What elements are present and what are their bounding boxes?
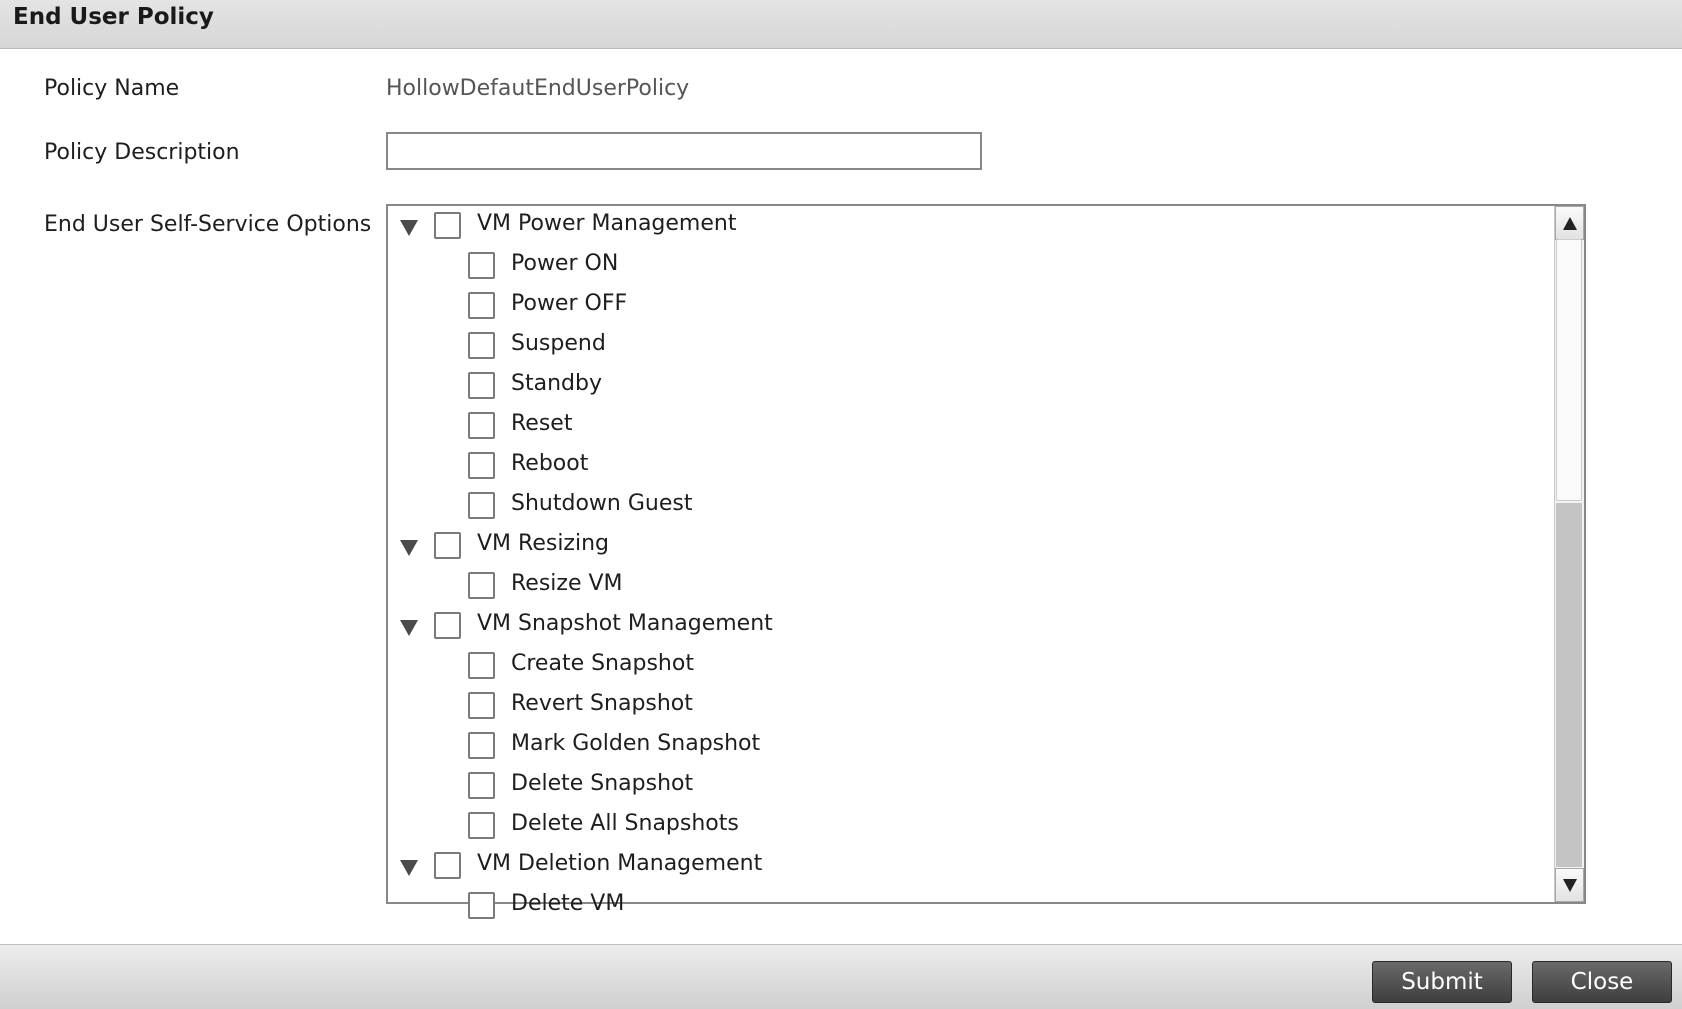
option-checkbox[interactable] [468,292,495,319]
dialog-header [0,0,1682,49]
option-label: Delete Snapshot [511,771,694,796]
scroll-down-button[interactable] [1555,868,1584,902]
tree-item-row [388,488,1548,528]
option-checkbox[interactable] [468,252,495,279]
group-checkbox[interactable] [434,612,461,639]
option-label: Standby [511,371,602,396]
option-checkbox[interactable] [468,572,495,599]
arrow-up-icon [1563,217,1577,230]
tree-item-row [388,808,1548,848]
option-checkbox[interactable] [468,492,495,519]
option-checkbox[interactable] [468,772,495,799]
tree-scrollbar[interactable] [1554,206,1584,902]
option-label: Revert Snapshot [511,691,693,716]
group-checkbox[interactable] [434,212,461,239]
tree-group-row [388,208,1548,248]
policy-description-input[interactable] [386,132,982,170]
option-label: Power ON [511,251,619,276]
tree-item-row [388,728,1548,768]
group-label: VM Power Management [477,211,737,236]
option-checkbox[interactable] [468,452,495,479]
policy-description-label: Policy Description [44,140,240,165]
option-checkbox[interactable] [468,732,495,759]
option-label: Reboot [511,451,589,476]
tree-group-row [388,848,1548,888]
expand-arrow-icon[interactable] [400,220,418,236]
option-label: Mark Golden Snapshot [511,731,761,756]
dialog-title: End User Policy [13,4,214,30]
tree-item-row [388,248,1548,288]
tree-group-row [388,608,1548,648]
option-checkbox[interactable] [468,692,495,719]
tree-item-row [388,888,1548,928]
tree-item-row [388,688,1548,728]
expand-arrow-icon[interactable] [400,540,418,556]
scroll-up-button[interactable] [1555,206,1584,240]
option-checkbox[interactable] [468,812,495,839]
tree-item-row [388,368,1548,408]
arrow-down-icon [1563,879,1577,892]
option-label: Power OFF [511,291,628,316]
submit-button[interactable]: Submit [1372,961,1512,1003]
group-label: VM Snapshot Management [477,611,773,636]
group-checkbox[interactable] [434,532,461,559]
self-service-options-tree[interactable] [386,204,1586,916]
option-label: Resize VM [511,571,623,596]
tree-item-row [388,648,1548,688]
tree-group-row [388,528,1548,568]
option-checkbox[interactable] [468,412,495,439]
self-service-options-label: End User Self-Service Options [44,212,372,237]
close-button[interactable]: Close [1532,961,1672,1003]
group-label: VM Resizing [477,531,609,556]
policy-name-label: Policy Name [44,76,180,101]
tree-item-row [388,408,1548,448]
scroll-thumb[interactable] [1556,239,1582,501]
option-label: Delete All Snapshots [511,811,739,836]
tree-item-row [388,448,1548,488]
tree-item-row [388,768,1548,808]
tree-item-row [388,288,1548,328]
option-checkbox[interactable] [468,372,495,399]
option-label: Shutdown Guest [511,491,693,516]
option-label: Create Snapshot [511,651,694,676]
option-label: Reset [511,411,573,436]
option-label: Suspend [511,331,606,356]
tree-list [388,206,1556,916]
tree-item-row [388,328,1548,368]
option-checkbox[interactable] [468,332,495,359]
option-checkbox[interactable] [468,892,495,919]
policy-name-value: HollowDefautEndUserPolicy [386,76,690,101]
dialog-footer [0,944,1682,1009]
group-checkbox[interactable] [434,852,461,879]
scroll-track[interactable] [1556,503,1582,867]
expand-arrow-icon[interactable] [400,860,418,876]
group-label: VM Deletion Management [477,851,763,876]
option-label: Delete VM [511,891,625,916]
expand-arrow-icon[interactable] [400,620,418,636]
option-checkbox[interactable] [468,652,495,679]
tree-item-row [388,568,1548,608]
